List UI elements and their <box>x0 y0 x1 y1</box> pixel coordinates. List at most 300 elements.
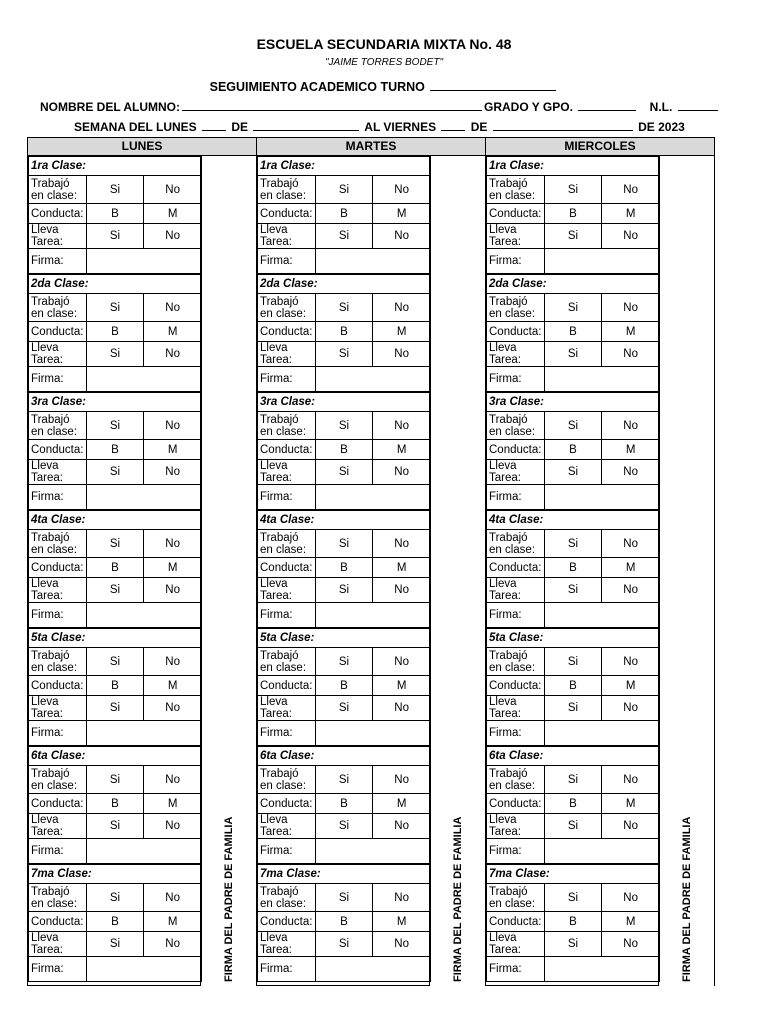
homework-option-1[interactable]: Si <box>315 814 373 839</box>
worked-label: Trabajó en clase: <box>29 530 87 558</box>
worked-option-2[interactable]: No <box>144 530 202 558</box>
class-title: 6ta Clase: <box>258 747 431 766</box>
homework-option-1[interactable]: Si <box>86 696 144 721</box>
parent-signature-label: FIRMA DEL PADRE DE FAMILIA <box>452 816 464 982</box>
conduct-option-1[interactable]: B <box>315 794 373 814</box>
homework-option-2[interactable]: No <box>602 578 660 603</box>
student-label: NOMBRE DEL ALUMNO: <box>40 100 180 114</box>
conduct-label: Conducta: <box>29 558 87 578</box>
grade-label: GRADO Y GPO. <box>484 100 573 114</box>
homework-option-2[interactable]: No <box>602 814 660 839</box>
signature-label: Firma: <box>487 839 545 864</box>
class-title: 6ta Clase: <box>487 747 660 766</box>
class-title: 7ma Clase: <box>29 865 202 884</box>
class-block <box>257 510 431 628</box>
worked-option-2[interactable]: No <box>602 884 660 912</box>
homework-option-2[interactable]: No <box>144 342 202 367</box>
worked-option-1[interactable]: Si <box>86 294 144 322</box>
conduct-label: Conducta: <box>487 204 545 224</box>
conduct-option-2[interactable]: M <box>602 440 660 460</box>
to-friday-label: AL VIERNES <box>364 120 437 134</box>
signature-label: Firma: <box>487 957 545 982</box>
conduct-label: Conducta: <box>487 322 545 342</box>
signature-label: Firma: <box>29 839 87 864</box>
day-column <box>27 156 201 986</box>
homework-option-2[interactable]: No <box>373 932 431 957</box>
signature-field[interactable] <box>86 957 201 982</box>
homework-label: Lleva Tarea: <box>258 814 316 839</box>
worked-option-1[interactable]: Si <box>315 294 373 322</box>
homework-option-1[interactable]: Si <box>86 460 144 485</box>
parent-signature-column[interactable] <box>430 156 486 986</box>
worked-option-2[interactable]: No <box>602 530 660 558</box>
homework-option-1[interactable]: Si <box>315 224 373 249</box>
conduct-option-1[interactable]: B <box>86 558 144 578</box>
signature-label: Firma: <box>258 485 316 510</box>
signature-field[interactable] <box>86 603 201 628</box>
homework-option-1[interactable]: Si <box>86 814 144 839</box>
worked-option-1[interactable]: Si <box>544 648 602 676</box>
worked-label: Trabajó en clase: <box>29 176 87 204</box>
worked-option-2[interactable]: No <box>373 530 431 558</box>
worked-label: Trabajó en clase: <box>258 648 316 676</box>
worked-label: Trabajó en clase: <box>487 530 545 558</box>
conduct-option-2[interactable]: M <box>373 440 431 460</box>
worked-option-2[interactable]: No <box>602 766 660 794</box>
conduct-label: Conducta: <box>258 440 316 460</box>
worked-option-1[interactable]: Si <box>544 412 602 440</box>
worked-option-2[interactable]: No <box>144 766 202 794</box>
conduct-option-2[interactable]: M <box>144 322 202 342</box>
homework-option-2[interactable]: No <box>144 224 202 249</box>
homework-label: Lleva Tarea: <box>29 224 87 249</box>
signature-label: Firma: <box>487 485 545 510</box>
homework-option-1[interactable]: Si <box>544 224 602 249</box>
worked-option-1[interactable]: Si <box>544 530 602 558</box>
signature-label: Firma: <box>29 721 87 746</box>
school-subtitle: "JAIME TORRES BODET" <box>324 57 444 68</box>
conduct-label: Conducta: <box>29 676 87 696</box>
signature-label: Firma: <box>29 249 87 274</box>
homework-option-1[interactable]: Si <box>86 224 144 249</box>
conduct-label: Conducta: <box>29 440 87 460</box>
class-title: 1ra Clase: <box>29 157 202 176</box>
school-name: ESCUELA SECUNDARIA MIXTA No. 48 <box>256 36 512 52</box>
day-header-2: MIERCOLES <box>485 137 715 156</box>
worked-option-2[interactable]: No <box>373 176 431 204</box>
student-name-field[interactable] <box>182 99 482 111</box>
class-block <box>486 628 660 746</box>
worked-option-2[interactable]: No <box>602 412 660 440</box>
worked-option-1[interactable]: Si <box>315 884 373 912</box>
class-title: 7ma Clase: <box>258 865 431 884</box>
homework-label: Lleva Tarea: <box>487 460 545 485</box>
signature-label: Firma: <box>258 367 316 392</box>
worked-option-2[interactable]: No <box>602 648 660 676</box>
worked-option-2[interactable]: No <box>144 176 202 204</box>
conduct-option-1[interactable]: B <box>544 558 602 578</box>
conduct-label: Conducta: <box>487 676 545 696</box>
worked-label: Trabajó en clase: <box>29 884 87 912</box>
monday-month-field[interactable] <box>253 119 359 131</box>
homework-label: Lleva Tarea: <box>487 932 545 957</box>
signature-field[interactable] <box>315 839 430 864</box>
class-block <box>486 746 660 864</box>
signature-label: Firma: <box>29 957 87 982</box>
conduct-option-2[interactable]: M <box>373 322 431 342</box>
conduct-option-1[interactable]: B <box>544 204 602 224</box>
conduct-option-2[interactable]: M <box>602 322 660 342</box>
signature-label: Firma: <box>258 839 316 864</box>
worked-label: Trabajó en clase: <box>258 884 316 912</box>
worked-option-1[interactable]: Si <box>86 530 144 558</box>
worked-option-1[interactable]: Si <box>544 294 602 322</box>
conduct-option-1[interactable]: B <box>315 204 373 224</box>
class-block <box>257 274 431 392</box>
homework-label: Lleva Tarea: <box>258 342 316 367</box>
worked-label: Trabajó en clase: <box>258 766 316 794</box>
homework-option-1[interactable]: Si <box>86 578 144 603</box>
conduct-option-1[interactable]: B <box>86 794 144 814</box>
tracking-label: SEGUIMIENTO ACADEMICO TURNO <box>209 80 425 94</box>
conduct-label: Conducta: <box>487 912 545 932</box>
homework-label: Lleva Tarea: <box>29 460 87 485</box>
homework-option-2[interactable]: No <box>602 460 660 485</box>
homework-label: Lleva Tarea: <box>258 696 316 721</box>
conduct-option-2[interactable]: M <box>373 204 431 224</box>
worked-option-1[interactable]: Si <box>86 176 144 204</box>
homework-label: Lleva Tarea: <box>29 814 87 839</box>
class-title: 2da Clase: <box>258 275 431 294</box>
worked-option-2[interactable]: No <box>144 294 202 322</box>
homework-option-1[interactable]: Si <box>315 932 373 957</box>
homework-option-2[interactable]: No <box>144 460 202 485</box>
worked-label: Trabajó en clase: <box>487 884 545 912</box>
conduct-option-2[interactable]: M <box>144 440 202 460</box>
worked-option-1[interactable]: Si <box>315 176 373 204</box>
worked-option-2[interactable]: No <box>373 648 431 676</box>
homework-option-2[interactable]: No <box>144 814 202 839</box>
signature-field[interactable] <box>86 839 201 864</box>
conduct-option-2[interactable]: M <box>373 912 431 932</box>
worked-label: Trabajó en clase: <box>487 648 545 676</box>
worked-option-2[interactable]: No <box>602 176 660 204</box>
worked-label: Trabajó en clase: <box>29 412 87 440</box>
signature-label: Firma: <box>487 603 545 628</box>
conduct-option-1[interactable]: B <box>315 912 373 932</box>
signature-label: Firma: <box>258 249 316 274</box>
worked-option-1[interactable]: Si <box>315 766 373 794</box>
signature-field[interactable] <box>315 249 430 274</box>
homework-option-2[interactable]: No <box>373 460 431 485</box>
conduct-option-1[interactable]: B <box>86 204 144 224</box>
homework-option-1[interactable]: Si <box>544 814 602 839</box>
tracking-title <box>0 79 768 94</box>
parent-signature-column[interactable] <box>201 156 257 986</box>
class-block <box>486 510 660 628</box>
conduct-label: Conducta: <box>487 440 545 460</box>
signature-label: Firma: <box>258 603 316 628</box>
grade-field[interactable] <box>578 99 636 111</box>
signature-field[interactable] <box>315 367 430 392</box>
signature-field[interactable] <box>315 603 430 628</box>
homework-option-2[interactable]: No <box>373 578 431 603</box>
student-line <box>40 99 720 114</box>
nl-label: N.L. <box>649 100 673 114</box>
homework-option-2[interactable]: No <box>602 342 660 367</box>
worked-option-1[interactable]: Si <box>86 766 144 794</box>
conduct-option-2[interactable]: M <box>144 204 202 224</box>
parent-signature-label: FIRMA DEL PADRE DE FAMILIA <box>223 816 235 982</box>
homework-option-2[interactable]: No <box>144 932 202 957</box>
class-block <box>28 746 202 864</box>
class-title: 3ra Clase: <box>258 393 431 412</box>
conduct-option-1[interactable]: B <box>544 322 602 342</box>
parent-signature-label: FIRMA DEL PADRE DE FAMILIA <box>681 816 693 982</box>
conduct-option-2[interactable]: M <box>602 204 660 224</box>
class-block <box>486 156 660 274</box>
signature-field[interactable] <box>315 957 430 982</box>
conduct-option-1[interactable]: B <box>315 558 373 578</box>
worked-label: Trabajó en clase: <box>487 766 545 794</box>
homework-option-1[interactable]: Si <box>544 932 602 957</box>
conduct-option-1[interactable]: B <box>544 794 602 814</box>
friday-day-field[interactable] <box>441 119 465 131</box>
signature-field[interactable] <box>544 485 659 510</box>
class-block <box>28 274 202 392</box>
de-label-1: DE <box>231 120 249 134</box>
worked-label: Trabajó en clase: <box>258 294 316 322</box>
conduct-label: Conducta: <box>29 794 87 814</box>
signature-field[interactable] <box>315 721 430 746</box>
friday-month-field[interactable] <box>493 119 633 131</box>
day-header-0: LUNES <box>27 137 257 156</box>
signature-label: Firma: <box>258 721 316 746</box>
signature-label: Firma: <box>258 957 316 982</box>
worked-option-1[interactable]: Si <box>544 766 602 794</box>
conduct-option-2[interactable]: M <box>602 558 660 578</box>
class-title: 4ta Clase: <box>258 511 431 530</box>
worked-option-2[interactable]: No <box>144 884 202 912</box>
conduct-option-2[interactable]: M <box>144 912 202 932</box>
signature-field[interactable] <box>544 839 659 864</box>
signature-label: Firma: <box>29 367 87 392</box>
class-title: 3ra Clase: <box>487 393 660 412</box>
monday-day-field[interactable] <box>202 119 226 131</box>
worked-label: Trabajó en clase: <box>29 648 87 676</box>
signature-field[interactable] <box>86 721 201 746</box>
conduct-option-1[interactable]: B <box>544 440 602 460</box>
conduct-label: Conducta: <box>29 912 87 932</box>
homework-option-2[interactable]: No <box>373 696 431 721</box>
homework-option-1[interactable]: Si <box>544 578 602 603</box>
week-line <box>74 119 685 134</box>
shift-field[interactable] <box>430 79 556 91</box>
worked-label: Trabajó en clase: <box>29 766 87 794</box>
homework-option-1[interactable]: Si <box>86 932 144 957</box>
day-column <box>256 156 430 986</box>
worked-option-2[interactable]: No <box>373 294 431 322</box>
nl-field[interactable] <box>678 99 718 111</box>
year-label: DE 2023 <box>638 120 685 134</box>
conduct-option-1[interactable]: B <box>544 676 602 696</box>
signature-label: Firma: <box>487 721 545 746</box>
class-title: 5ta Clase: <box>487 629 660 648</box>
signature-field[interactable] <box>544 603 659 628</box>
conduct-label: Conducta: <box>29 204 87 224</box>
class-title: 3ra Clase: <box>29 393 202 412</box>
worked-label: Trabajó en clase: <box>487 294 545 322</box>
worked-option-1[interactable]: Si <box>315 648 373 676</box>
homework-option-1[interactable]: Si <box>544 460 602 485</box>
conduct-label: Conducta: <box>29 322 87 342</box>
conduct-option-1[interactable]: B <box>86 676 144 696</box>
conduct-label: Conducta: <box>258 322 316 342</box>
signature-field[interactable] <box>544 367 659 392</box>
conduct-label: Conducta: <box>258 794 316 814</box>
conduct-option-2[interactable]: M <box>602 676 660 696</box>
class-block <box>257 746 431 864</box>
conduct-option-1[interactable]: B <box>315 322 373 342</box>
worked-option-2[interactable]: No <box>373 884 431 912</box>
homework-option-2[interactable]: No <box>144 696 202 721</box>
homework-option-2[interactable]: No <box>373 342 431 367</box>
day-column <box>485 156 659 986</box>
homework-label: Lleva Tarea: <box>487 224 545 249</box>
worked-label: Trabajó en clase: <box>487 412 545 440</box>
conduct-option-2[interactable]: M <box>144 794 202 814</box>
homework-label: Lleva Tarea: <box>487 696 545 721</box>
homework-label: Lleva Tarea: <box>258 460 316 485</box>
de-label-2: DE <box>470 120 488 134</box>
homework-option-2[interactable]: No <box>373 224 431 249</box>
worked-option-2[interactable]: No <box>373 766 431 794</box>
conduct-option-1[interactable]: B <box>315 676 373 696</box>
signature-label: Firma: <box>487 249 545 274</box>
worked-option-1[interactable]: Si <box>315 530 373 558</box>
worked-option-1[interactable]: Si <box>315 412 373 440</box>
conduct-label: Conducta: <box>258 912 316 932</box>
conduct-option-2[interactable]: M <box>602 794 660 814</box>
homework-option-1[interactable]: Si <box>86 342 144 367</box>
signature-field[interactable] <box>315 485 430 510</box>
conduct-label: Conducta: <box>258 204 316 224</box>
homework-option-1[interactable]: Si <box>544 696 602 721</box>
class-title: 6ta Clase: <box>29 747 202 766</box>
homework-option-1[interactable]: Si <box>315 696 373 721</box>
class-block <box>257 628 431 746</box>
class-title: 5ta Clase: <box>258 629 431 648</box>
signature-field[interactable] <box>544 957 659 982</box>
homework-label: Lleva Tarea: <box>487 814 545 839</box>
homework-label: Lleva Tarea: <box>29 578 87 603</box>
class-title: 1ra Clase: <box>487 157 660 176</box>
class-block <box>486 864 660 982</box>
worked-option-1[interactable]: Si <box>86 412 144 440</box>
signature-field[interactable] <box>86 249 201 274</box>
homework-option-2[interactable]: No <box>373 814 431 839</box>
conduct-label: Conducta: <box>258 558 316 578</box>
conduct-option-2[interactable]: M <box>373 794 431 814</box>
homework-label: Lleva Tarea: <box>258 932 316 957</box>
worked-option-2[interactable]: No <box>602 294 660 322</box>
worked-option-1[interactable]: Si <box>544 176 602 204</box>
conduct-option-2[interactable]: M <box>602 912 660 932</box>
class-title: 4ta Clase: <box>29 511 202 530</box>
homework-label: Lleva Tarea: <box>487 578 545 603</box>
signature-field[interactable] <box>86 485 201 510</box>
conduct-option-1[interactable]: B <box>315 440 373 460</box>
conduct-option-1[interactable]: B <box>544 912 602 932</box>
conduct-option-1[interactable]: B <box>86 440 144 460</box>
homework-label: Lleva Tarea: <box>29 342 87 367</box>
homework-option-2[interactable]: No <box>602 932 660 957</box>
worked-option-2[interactable]: No <box>144 648 202 676</box>
parent-signature-column[interactable] <box>659 156 715 986</box>
conduct-option-2[interactable]: M <box>373 676 431 696</box>
worked-label: Trabajó en clase: <box>258 412 316 440</box>
conduct-option-1[interactable]: B <box>86 322 144 342</box>
day-header-1: MARTES <box>256 137 486 156</box>
homework-label: Lleva Tarea: <box>258 578 316 603</box>
week-label: SEMANA DEL LUNES <box>74 120 197 134</box>
class-block <box>257 864 431 982</box>
worked-option-2[interactable]: No <box>144 412 202 440</box>
worked-option-1[interactable]: Si <box>86 884 144 912</box>
class-block <box>486 274 660 392</box>
class-block <box>257 392 431 510</box>
homework-option-1[interactable]: Si <box>315 578 373 603</box>
homework-label: Lleva Tarea: <box>29 932 87 957</box>
class-title: 1ra Clase: <box>258 157 431 176</box>
worked-option-1[interactable]: Si <box>86 648 144 676</box>
class-title: 2da Clase: <box>29 275 202 294</box>
conduct-label: Conducta: <box>487 558 545 578</box>
worked-option-1[interactable]: Si <box>544 884 602 912</box>
homework-option-1[interactable]: Si <box>544 342 602 367</box>
homework-option-2[interactable]: No <box>602 224 660 249</box>
class-title: 2da Clase: <box>487 275 660 294</box>
class-block <box>257 156 431 274</box>
conduct-option-2[interactable]: M <box>144 558 202 578</box>
homework-option-1[interactable]: Si <box>315 342 373 367</box>
signature-field[interactable] <box>86 367 201 392</box>
conduct-option-1[interactable]: B <box>86 912 144 932</box>
conduct-option-2[interactable]: M <box>144 676 202 696</box>
signature-label: Firma: <box>487 367 545 392</box>
signature-label: Firma: <box>29 485 87 510</box>
signature-field[interactable] <box>544 721 659 746</box>
homework-option-1[interactable]: Si <box>315 460 373 485</box>
worked-label: Trabajó en clase: <box>487 176 545 204</box>
class-block <box>28 864 202 982</box>
homework-option-2[interactable]: No <box>602 696 660 721</box>
worked-label: Trabajó en clase: <box>258 176 316 204</box>
class-title: 4ta Clase: <box>487 511 660 530</box>
worked-option-2[interactable]: No <box>373 412 431 440</box>
class-block <box>28 628 202 746</box>
class-block <box>28 392 202 510</box>
conduct-label: Conducta: <box>258 676 316 696</box>
worked-label: Trabajó en clase: <box>29 294 87 322</box>
signature-field[interactable] <box>544 249 659 274</box>
homework-label: Lleva Tarea: <box>258 224 316 249</box>
homework-label: Lleva Tarea: <box>487 342 545 367</box>
conduct-option-2[interactable]: M <box>373 558 431 578</box>
homework-label: Lleva Tarea: <box>29 696 87 721</box>
homework-option-2[interactable]: No <box>144 578 202 603</box>
signature-label: Firma: <box>29 603 87 628</box>
